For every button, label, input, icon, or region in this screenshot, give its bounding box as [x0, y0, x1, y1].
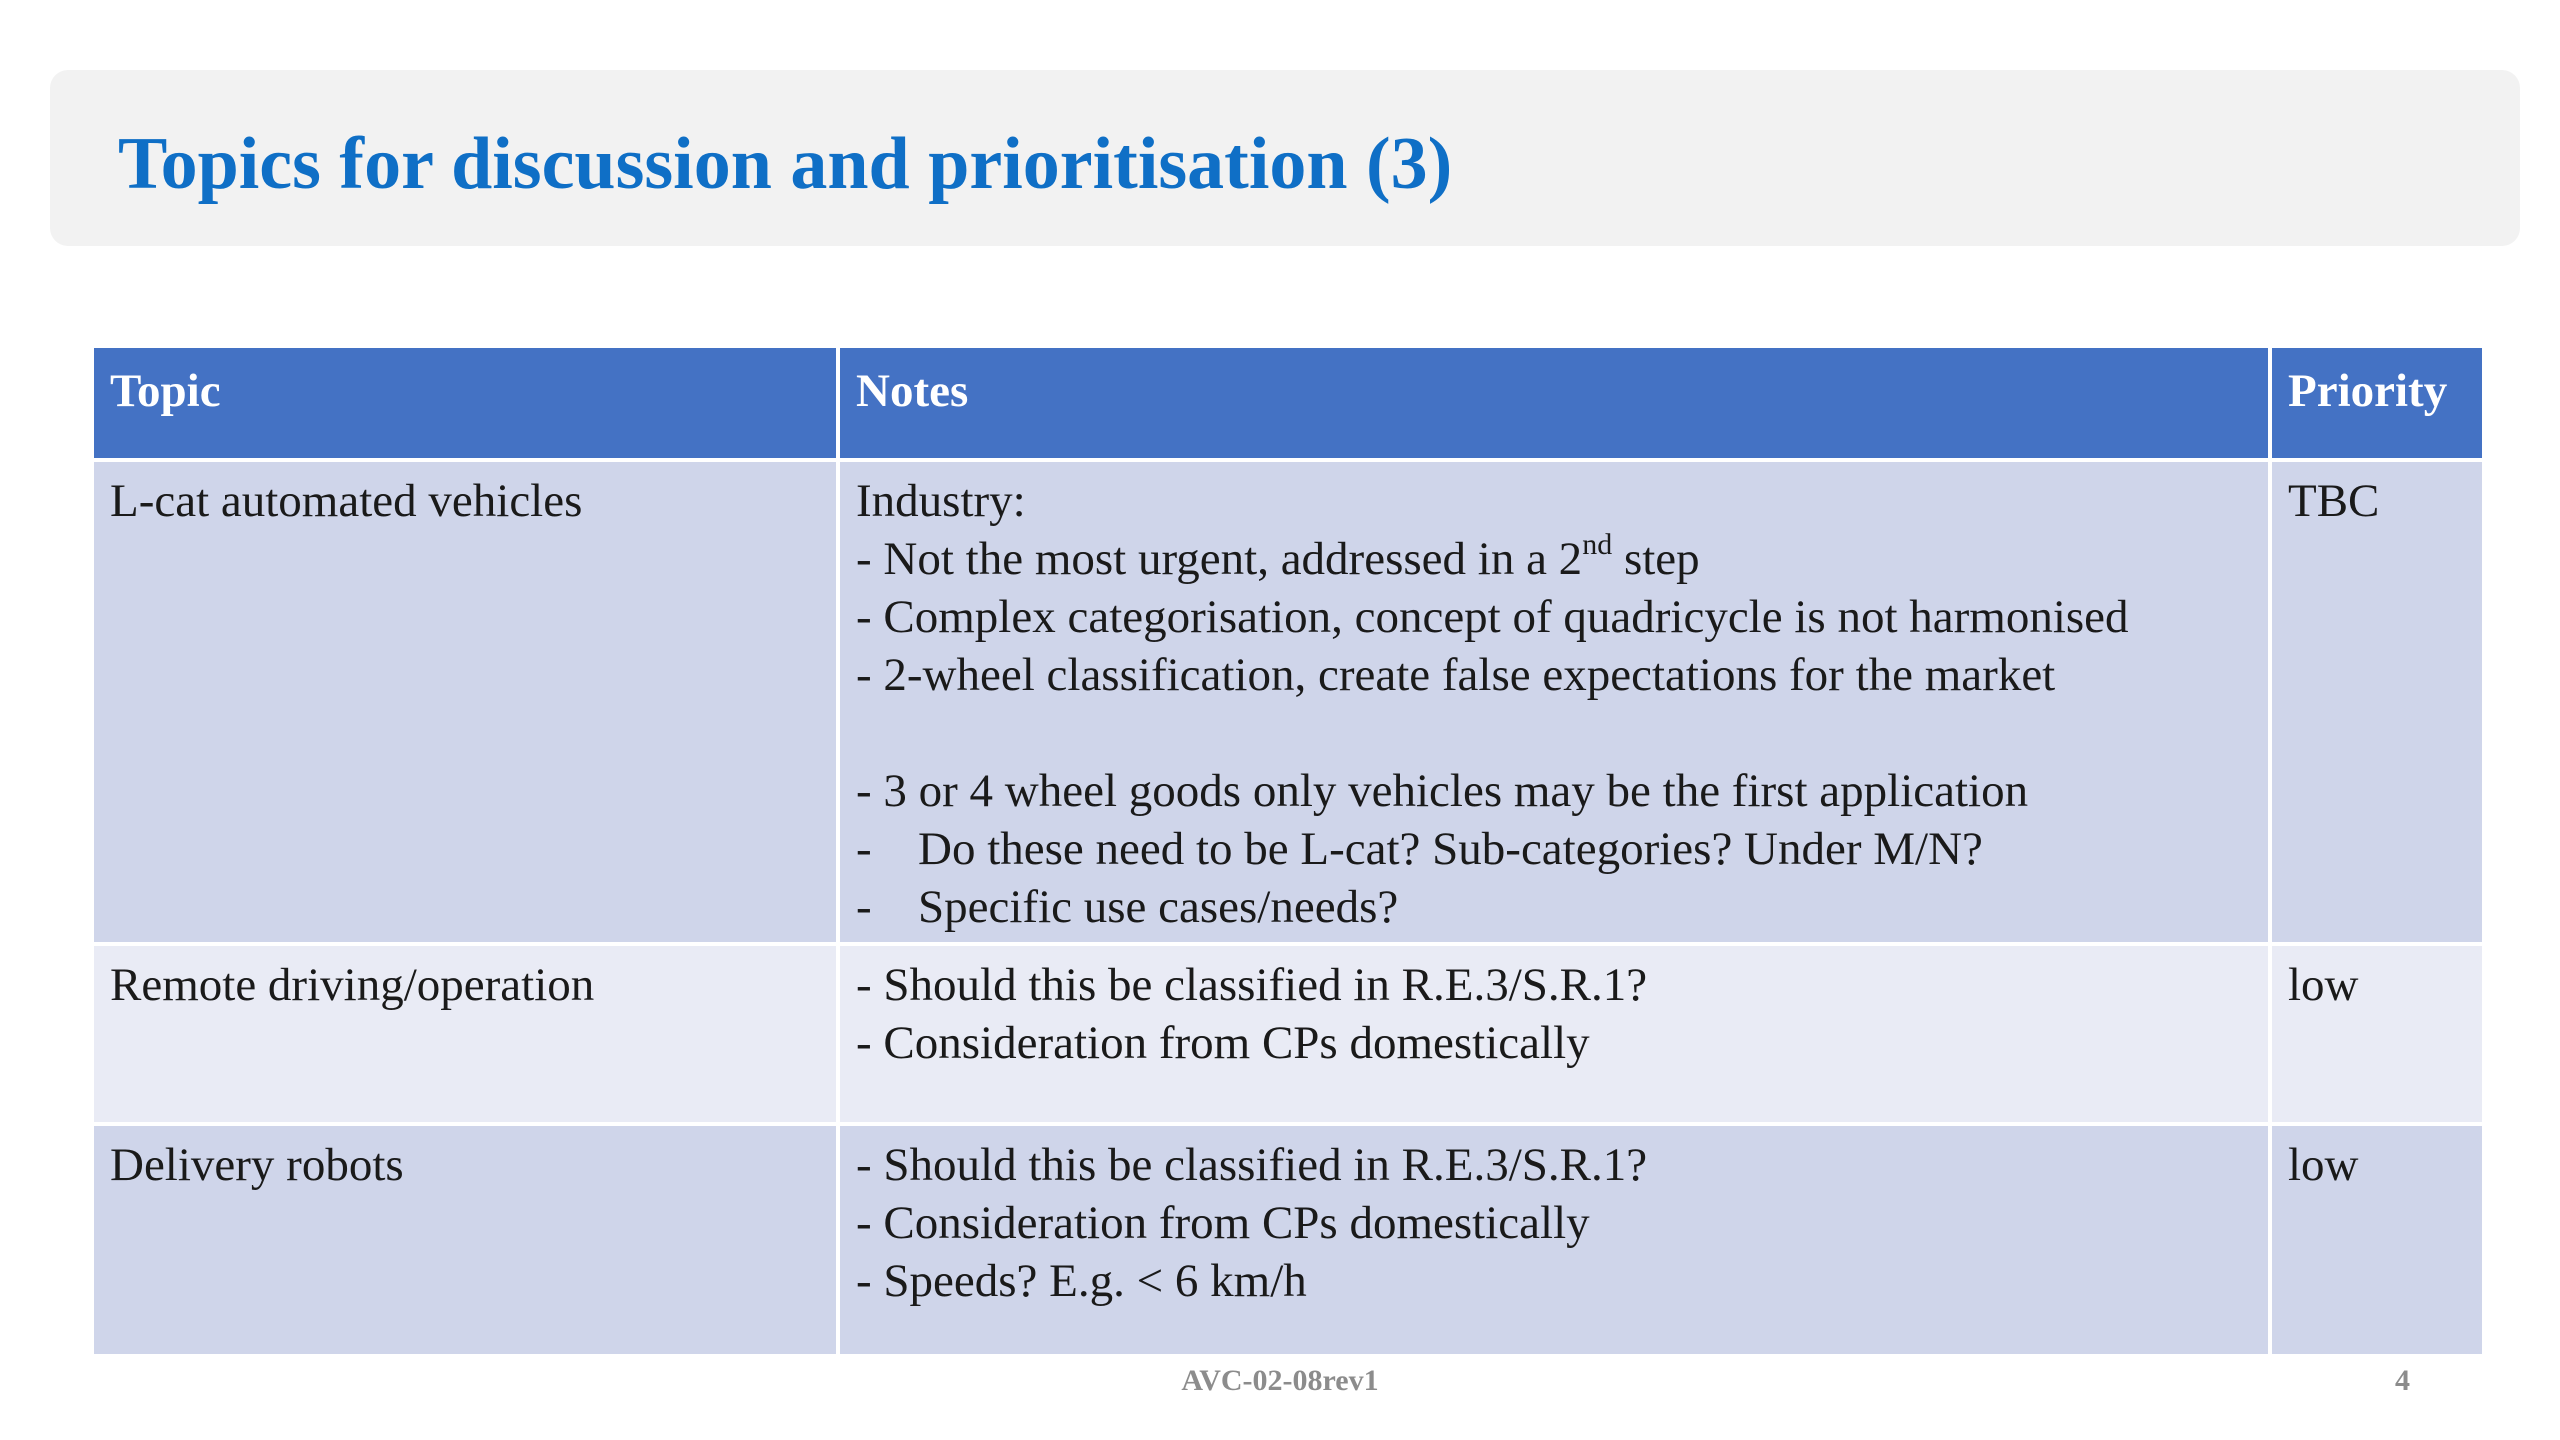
priority-cell: low	[2270, 944, 2484, 1124]
note-subline	[856, 820, 2254, 878]
note-line: - 2-wheel classification, create false expectations for the market	[856, 649, 2056, 701]
note-spacer	[856, 704, 2254, 762]
header-topic: Topic	[92, 346, 838, 460]
note-line: - Consideration from CPs domestically	[856, 1017, 1590, 1069]
topic-cell: L-cat automated vehicles	[92, 460, 838, 944]
notes-cell	[838, 1124, 2270, 1356]
note-text: - Not the most urgent, addressed in a 2	[856, 533, 1583, 585]
header-notes: Notes	[838, 346, 2270, 460]
note-line: - Should this be classified in R.E.3/S.R.1?	[856, 959, 1648, 1011]
topics-table	[90, 344, 2486, 1358]
notes-cell	[838, 944, 2270, 1124]
priority-cell: TBC	[2270, 460, 2484, 944]
table-row	[92, 944, 2484, 1124]
table-row	[92, 460, 2484, 944]
topic-cell: Delivery robots	[92, 1124, 838, 1356]
note-line: - Should this be classified in R.E.3/S.R.1?	[856, 1139, 1648, 1191]
topic-cell: Remote driving/operation	[92, 944, 838, 1124]
note-text: Do these need to be L-cat? Sub-categories? Under M/N?	[918, 823, 1983, 875]
note-line: - Complex categorisation, concept of quadricycle is not harmonised	[856, 591, 2129, 643]
note-dash: -	[856, 823, 872, 875]
table-header-row	[92, 346, 2484, 460]
note-line: Industry:	[856, 475, 1026, 527]
note-subline	[856, 878, 2254, 936]
footer-document-id: AVC-02-08rev1	[1181, 1364, 1379, 1397]
slide-title: Topics for discussion and prioritisation (3)	[118, 123, 1453, 205]
note-line: - 3 or 4 wheel goods only vehicles may be the first application	[856, 765, 2029, 817]
header-priority: Priority	[2270, 346, 2484, 460]
note-text: step	[1612, 533, 1700, 585]
note-line	[856, 530, 2254, 588]
note-line: - Speeds? E.g. < 6 km/h	[856, 1255, 1307, 1307]
ordinal-suffix: nd	[1582, 528, 1613, 561]
priority-cell: low	[2270, 1124, 2484, 1356]
notes-cell	[838, 460, 2270, 944]
note-dash: -	[856, 881, 872, 933]
note-text: Specific use cases/needs?	[918, 881, 1399, 933]
page-number: 4	[2395, 1364, 2410, 1397]
note-line: - Consideration from CPs domestically	[856, 1197, 1590, 1249]
table-row	[92, 1124, 2484, 1356]
